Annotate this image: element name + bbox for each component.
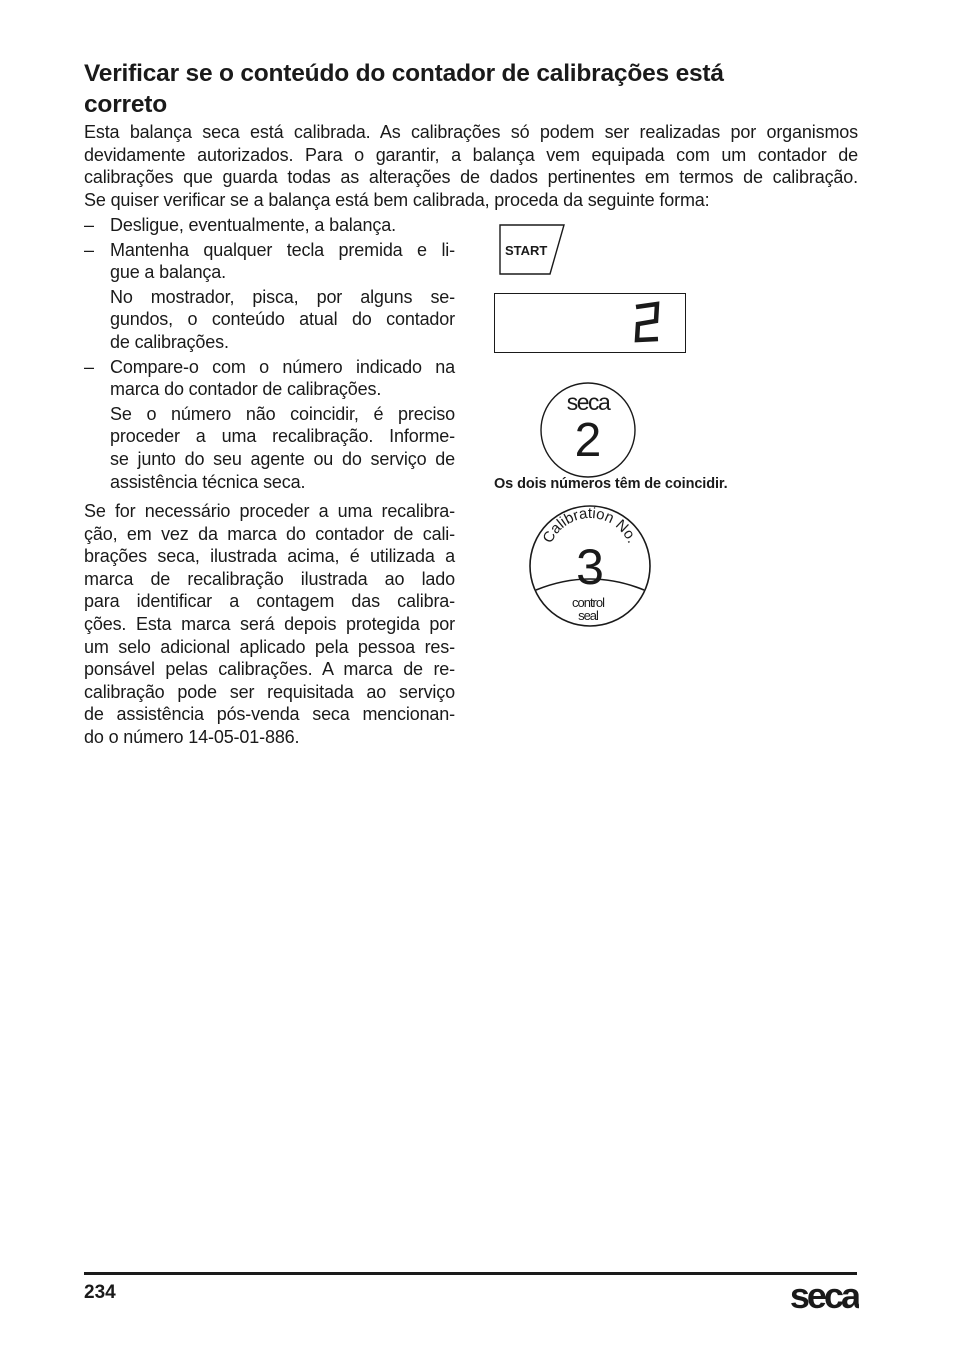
intro-line: calibrações que guarda todas as alterações de dados pertinentes em termos de calibração. — [84, 167, 858, 188]
step-note — [110, 286, 455, 354]
closing-line: brações seca, ilustrada acima, é utilizada a — [84, 546, 455, 567]
recalibration-seal — [526, 502, 654, 630]
note-line: assistência técnica seca. — [110, 471, 306, 492]
recal-arc-text: Calibration No. — [539, 504, 641, 546]
heading-line-2: correto — [84, 91, 168, 118]
closing-line: ponsável pelas calibrações. A marca de re- — [84, 659, 455, 680]
note-line: proceder a uma recalibração. Informe- — [110, 426, 455, 447]
step-text: marca do contador de calibrações. — [110, 379, 382, 400]
lcd-display — [494, 293, 686, 353]
intro-line: devidamente autorizados. Para o garantir, a balança vem equipada com um contador de — [84, 144, 858, 165]
intro-line: Esta balança seca está calibrada. As calibrações só podem ser realizadas por organismos — [84, 122, 858, 142]
closing-line: para identificar a contagem das calibra- — [84, 591, 455, 612]
closing-paragraph — [84, 500, 455, 749]
seca-logo — [775, 1275, 859, 1315]
closing-line: marca de recalibração ilustrada ao lado — [84, 568, 455, 589]
closing-line: Se for necessário proceder a uma recalibra- — [84, 501, 455, 521]
footer-rule — [84, 1272, 857, 1275]
seca-logo-text: seca — [789, 1275, 858, 1315]
closing-line: de assistência pós-venda seca mencionan- — [84, 704, 455, 725]
seal-brand-text: seca — [566, 389, 610, 415]
recal-bottom-line-2: seal — [578, 608, 598, 623]
step-text: gue a balança. — [110, 262, 226, 283]
start-key-label: START — [505, 243, 548, 258]
recal-bottom-line-1: control — [571, 595, 605, 610]
step-item — [84, 239, 455, 354]
closing-line: ção, em vez da marca do contador de cali- — [84, 523, 455, 544]
step-dash: – — [84, 215, 94, 235]
intro-line: Se quiser verificar se a balança está bem calibrada, proceda da seguinte forma: — [84, 189, 710, 210]
page-number: 234 — [84, 1282, 116, 1303]
step-item — [84, 356, 455, 494]
closing-line: ções. Esta marca será depois protegida por — [84, 613, 455, 634]
section-heading — [84, 58, 864, 120]
heading-line-1: Verificar se o conteúdo do contador de calibrações está — [84, 60, 724, 87]
figure-caption: Os dois números têm de coincidir. — [494, 476, 728, 492]
step-text: Mantenha qualquer tecla premida e li- — [110, 239, 455, 260]
seal-number: 2 — [574, 414, 602, 467]
closing-line: calibração pode ser requisitada ao serviço — [84, 681, 455, 702]
seca-calibration-seal — [538, 380, 638, 480]
start-key-illustration — [498, 224, 568, 276]
step-dash: – — [84, 239, 94, 260]
closing-line: do o número 14-05-01-886. — [84, 726, 300, 747]
note-line: de calibrações. — [110, 331, 229, 352]
step-text: Compare-o com o número indicado na — [110, 356, 455, 377]
seven-segment-digit — [636, 304, 658, 340]
step-text: Desligue, eventualmente, a balança. — [110, 215, 396, 235]
lcd-digit — [495, 294, 685, 352]
recal-number: 3 — [576, 539, 604, 595]
closing-line: um selo adicional aplicado pela pessoa res- — [84, 636, 455, 657]
note-line: gundos, o conteúdo atual do contador — [110, 309, 455, 330]
step-item — [84, 214, 455, 237]
note-line: No mostrador, pisca, por alguns se- — [110, 286, 455, 307]
note-line: se junto do seu agente ou do serviço de — [110, 448, 455, 469]
procedure-steps — [84, 214, 455, 495]
step-note — [110, 403, 455, 493]
intro-paragraph — [84, 121, 858, 211]
step-dash: – — [84, 356, 94, 377]
note-line: Se o número não coincidir, é preciso — [110, 403, 455, 424]
